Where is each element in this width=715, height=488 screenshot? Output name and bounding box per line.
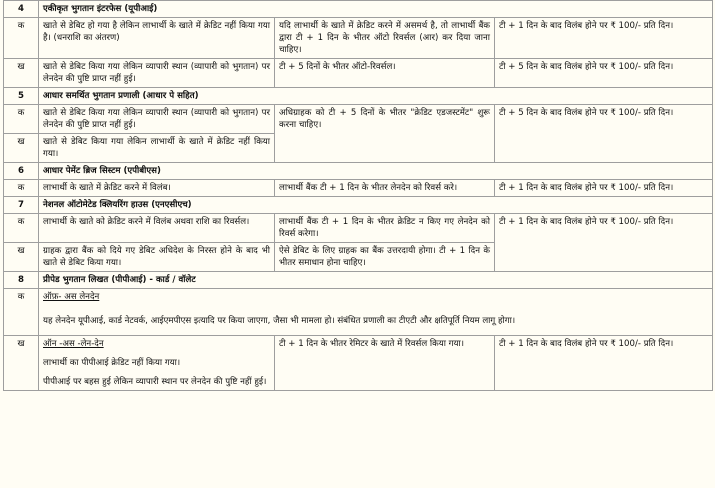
full-width-text: यह लेनदेन यूपीआई, कार्ड नेटवर्क, आईएमपीएस इत्यादि पर किया जाएगा, जैसा भी मामला हो। संबंधित प्रणाली का टीएटी और क्षतिपूर्ति नियम लागू होगा। [43, 316, 516, 326]
section-number: 7 [4, 197, 39, 214]
section-number: 6 [4, 163, 39, 180]
table-row [4, 336, 713, 391]
description-cell: खाते से डेबिट किया गया लेकिन व्यापारी स्थान (व्यापारी को भुगतान) पर लेनदेन की पुष्टि प्राप्त नहीं हुई। [39, 105, 275, 134]
table-row [4, 289, 713, 306]
item-letter: ख [4, 59, 39, 88]
section-row-5 [4, 88, 713, 105]
table-row [4, 305, 713, 336]
section-title: नेशनल ऑटोमेटेड क्लियरिंग हाउस (एनएसीएच) [39, 197, 713, 214]
description-cell: खाते से डेबिट हो गया है लेकिन लाभार्थी के खाते में क्रेडिट नहीं किया गया है। (धनराशि का अंतरण) [39, 18, 275, 59]
full-width-cell [39, 305, 713, 336]
section-number: 8 [4, 272, 39, 289]
table-row [4, 105, 713, 134]
item-letter: ख [4, 336, 39, 391]
table-row [4, 214, 713, 243]
tat-table [3, 0, 713, 391]
section-number: 4 [4, 1, 39, 18]
description-cell [39, 336, 275, 391]
compensation-cell: टी + 1 दिन के बाद विलंब होने पर ₹ 100/- प्रति दिन। [495, 214, 713, 272]
description-cell: लाभार्थी के खाते को क्रेडिट करने में विलंब अथवा राशि का रिवर्सल। [39, 214, 275, 243]
description-cell: लाभार्थी के खाते में क्रेडिट करने में विलंब। [39, 180, 275, 197]
tat-cell: टी + 5 दिनों के भीतर ऑटो-रिवर्सल। [275, 59, 495, 88]
description-para: लाभार्थी का पीपीआई क्रेडिट नहीं किया गया। [43, 358, 181, 368]
compensation-cell: टी + 1 दिन के बाद विलंब होने पर ₹ 100/- प्रति दिन। [495, 180, 713, 197]
compensation-cell: टी + 5 दिन के बाद विलंब होने पर ₹ 100/- प्रति दिन। [495, 59, 713, 88]
description-cell: खाते से डेबिट किया गया लेकिन व्यापारी स्थान (व्यापारी को भुगतान) पर लेनदेन की पुष्टि प्राप्त नहीं हुई। [39, 59, 275, 88]
item-letter: ख [4, 134, 39, 163]
compensation-cell: टी + 1 दिन के बाद विलंब होने पर ₹ 100/- प्रति दिन। [495, 18, 713, 59]
section-row-4 [4, 1, 713, 18]
tat-cell: टी + 1 दिन के भीतर रेमिटर के खाते में रिवर्सल किया गया। [275, 336, 495, 391]
item-letter: क [4, 214, 39, 243]
table-row [4, 18, 713, 59]
item-letter: क [4, 105, 39, 134]
compensation-cell: टी + 1 दिन के बाद विलंब होने पर ₹ 100/- प्रति दिन। [495, 336, 713, 391]
section-number: 5 [4, 88, 39, 105]
item-letter: क [4, 180, 39, 197]
table-row [4, 180, 713, 197]
item-letter: क [4, 289, 39, 336]
tat-cell: ऐसे डेबिट के लिए ग्राहक का बैंक उत्तरदायी होगा। टी + 1 दिन के भीतर समाधान होना चाहिए। [275, 243, 495, 272]
tat-cell: यदि लाभार्थी के खाते में क्रेडिट करने में असमर्थ है, तो लाभार्थी बैंक द्वारा टी + 1 दिन के भीतर ऑटो रिवर्सल (आर) कर दिया जाना चाहिए। [275, 18, 495, 59]
section-title: एकीकृत भुगतान इंटरफेस (यूपीआई) [39, 1, 713, 18]
section-row-7 [4, 197, 713, 214]
item-letter: ख [4, 243, 39, 272]
description-cell: खाते से डेबिट किया गया लेकिन लाभार्थी के खाते में क्रेडिट नहीं किया गया। [39, 134, 275, 163]
subhead-title: ऑन -अस -लेन-देन [43, 339, 104, 349]
tat-cell: अधिग्राहक को टी + 5 दिनों के भीतर "क्रेडिट एडजस्टमेंट" शुरू करना चाहिए। [275, 105, 495, 163]
item-letter: क [4, 18, 39, 59]
section-title: प्रीपेड भुगतान लिखत (पीपीआई) - कार्ड / वॉलेट [39, 272, 713, 289]
subhead-title: ऑफ़- अस लेनदेन [43, 292, 100, 302]
subhead-cell [39, 289, 713, 306]
table-row [4, 59, 713, 88]
section-title: आधार समर्थित भुगतान प्रणाली (आधार पे सहित) [39, 88, 713, 105]
description-para: पीपीआई पर बहस हुई लेकिन व्यापारी स्थान पर लेनदेन की पुष्टि नहीं हुई। [43, 377, 267, 387]
tat-cell: लाभार्थी बैंक टी + 1 दिन के भीतर क्रेडिट न किए गए लेनदेन को रिवर्स करेगा। [275, 214, 495, 243]
description-cell: ग्राहक द्वारा बैंक को दिये गए डेबिट अधिदेश के निरस्त होने के बाद भी खाते से डेबिट किया गया। [39, 243, 275, 272]
section-row-6 [4, 163, 713, 180]
compensation-cell: टी + 5 दिन के बाद विलंब होने पर ₹ 100/- प्रति दिन। [495, 105, 713, 163]
tat-cell: लाभार्थी बैंक टी + 1 दिन के भीतर लेनदेन को रिवर्स करे। [275, 180, 495, 197]
section-title: आधार पेमेंट ब्रिज सिस्टम (एपीबीएस) [39, 163, 713, 180]
section-row-8 [4, 272, 713, 289]
